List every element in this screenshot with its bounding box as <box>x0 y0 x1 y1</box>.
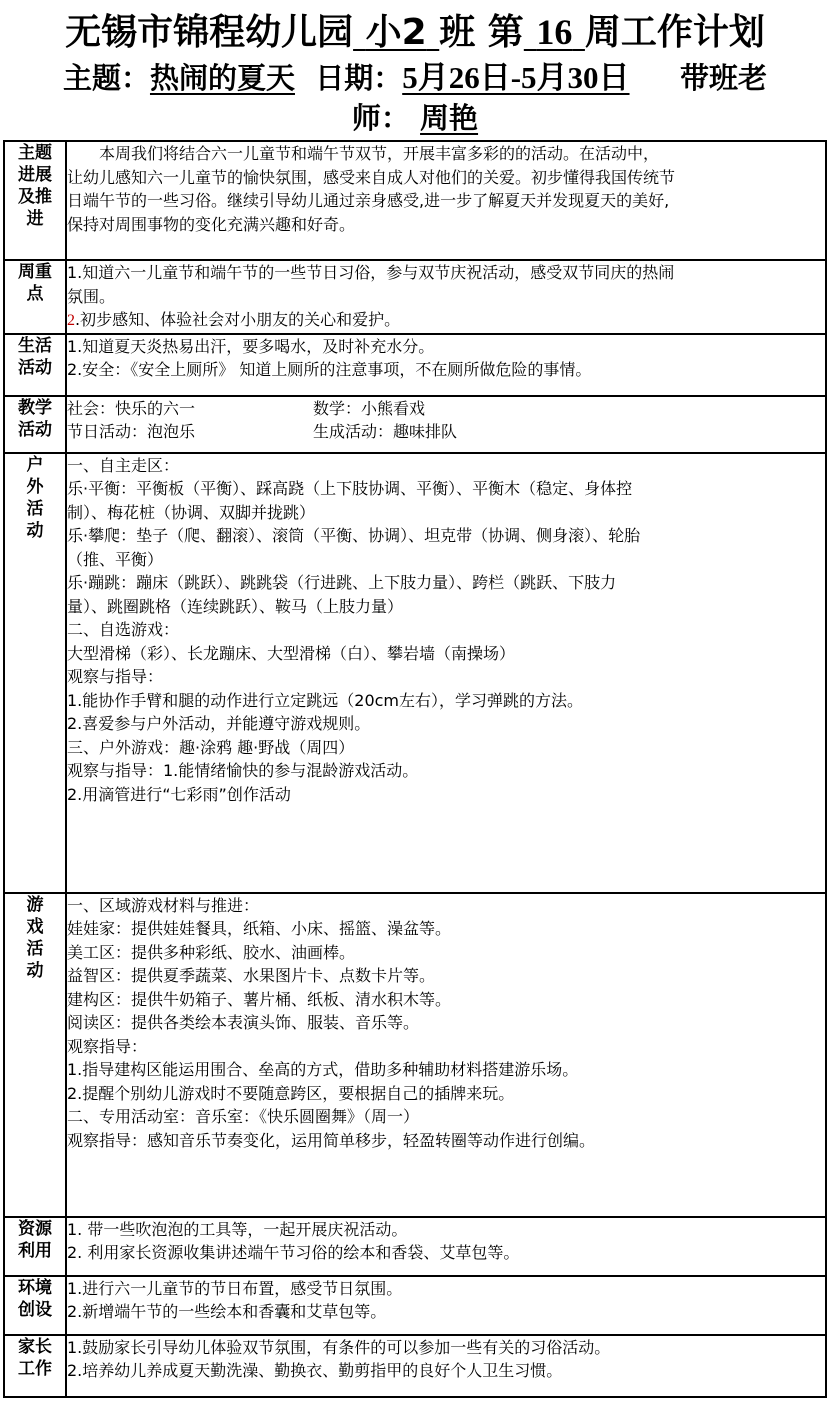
row-label: 家长 工作 <box>4 1335 66 1397</box>
row-teaching-activities <box>4 396 826 453</box>
teacher-label-part2: 师： <box>351 101 410 135</box>
subtitle-line-2 <box>0 100 830 136</box>
theme-label: 主题： <box>62 61 150 95</box>
text-line: 观察指导：感知音乐节奏变化，运用简单移步，轻盈转圈等动作进行创编。 <box>67 1130 596 1150</box>
text-line: 娃娃家：提供娃娃餐具，纸箱、小床、摇篮、澡盆等。 <box>67 919 452 938</box>
row-content <box>66 1276 826 1335</box>
text-line: 1.指导建构区能运用围合、垒高的方式，借助多种辅助材料搭建游乐场。 <box>67 1060 579 1079</box>
row-resource-use <box>4 1217 826 1276</box>
text-line: 2.培养幼儿养成夏天勤洗澡、勤换衣、勤剪指甲的良好个人卫生习惯。 <box>67 1361 563 1380</box>
week-suffix: 周工作计划 <box>584 12 765 53</box>
date-value: 5月26日-5月30日 <box>402 60 630 95</box>
class-name: 小2 <box>365 12 427 53</box>
week-number: 16 <box>536 12 573 52</box>
row-content <box>66 396 826 453</box>
text-line: 乐·蹦跳：蹦床（跳跃）、跳跳袋（行进跳、上下肢力量）、跨栏（跳跃、下肢力 <box>67 573 617 592</box>
text-line: 量）、跳圈跳格（连续跳跃）、鞍马（上肢力量） <box>67 596 404 616</box>
text-line: 2. 利用家长资源收集讲述端午节习俗的绘本和香袋、艾草包等。 <box>67 1243 520 1262</box>
row-game-activities <box>4 893 826 1217</box>
text-line: 让幼儿感知六一儿童节的愉快氛围，感受来自成人对他们的关爱。初步懂得我国传统节 <box>67 167 676 187</box>
date-label: 日期： <box>315 61 403 95</box>
row-theme-progress <box>4 141 826 260</box>
text-line: 2.喜爱参与户外活动，并能遵守游戏规则。 <box>67 714 371 733</box>
text-line: 2.用滴管进行“七彩雨”创作活动 <box>67 784 291 804</box>
class-word: 班 <box>439 12 476 53</box>
text-line: 制）、梅花桩（协调、双脚并拢跳） <box>67 502 316 522</box>
text-line: 2.初步感知、体验社会对小朋友的关心和爱护。 <box>67 310 401 329</box>
text-line: 氛围。 <box>67 286 116 306</box>
text-line: 2.新增端午节的一些绘本和香囊和艾草包等。 <box>67 1302 387 1321</box>
text-line: 美工区：提供多种彩纸、胶水、油画棒。 <box>67 942 356 962</box>
row-content <box>66 1217 826 1276</box>
text-line: 保持对周围事物的变化充满兴趣和好奇。 <box>67 214 356 234</box>
row-environment-setup <box>4 1276 826 1335</box>
text-line: 1.能协作手臂和腿的动作进行立定跳远（20cm左右），学习弹跳的方法。 <box>67 690 584 710</box>
row-week-focus <box>4 260 826 334</box>
text-line: 乐·平衡：平衡板（平衡）、踩高跷（上下肢协调、平衡）、平衡木（稳定、身体控 <box>67 479 633 498</box>
row-content <box>66 893 826 1217</box>
row-parent-work <box>4 1335 826 1397</box>
row-label: 周重 点 <box>4 260 66 334</box>
row-content <box>66 334 826 396</box>
text-line: 建构区：提供牛奶箱子、薯片桶、纸板、清水积木等。 <box>67 989 452 1009</box>
text-line: 1. 带一些吹泡泡的工具等，一起开展庆祝活动。 <box>67 1219 408 1239</box>
text-line: （推、平衡） <box>67 549 164 569</box>
text-line: 观察与指导： <box>67 667 164 686</box>
row-content <box>66 453 826 893</box>
row-label: 生活 活动 <box>4 334 66 396</box>
text-line: 二、自选游戏： <box>67 620 180 639</box>
row-content <box>66 141 826 260</box>
text-line: 日端午节的一些习俗。继续引导幼儿通过亲身感受,进一步了解夏天并发现夏天的美好, <box>67 191 670 210</box>
plan-table <box>3 140 827 1398</box>
text-line: 本周我们将结合六一儿童节和端午节双节，开展丰富多彩的的活动。在活动中， <box>99 144 660 163</box>
text-line: 乐·攀爬：垫子（爬、翻滚）、滚筒（平衡、协调）、坦克带（协调、侧身滚）、轮胎 <box>67 526 641 545</box>
text-line: 大型滑梯（彩）、长龙蹦床、大型滑梯（白）、攀岩墙（南操场） <box>67 643 516 663</box>
text-line: 1.鼓励家长引导幼儿体验双节氛围，有条件的可以参加一些有关的习俗活动。 <box>67 1337 611 1357</box>
text-line: 1.知道夏天炎热易出汗，要多喝水，及时补充水分。 <box>67 336 435 356</box>
row-label: 环境 创设 <box>4 1276 66 1335</box>
school-name: 无锡市锦程幼儿园 <box>65 12 354 53</box>
text-line: 益智区：提供夏季蔬菜、水果图片卡、点数卡片等。 <box>67 966 436 985</box>
text-line: 阅读区：提供各类绘本表演头饰、服装、音乐等。 <box>67 1013 420 1032</box>
text-line: 二、专用活动室：音乐室：《快乐圆圈舞》（周一） <box>67 1107 420 1126</box>
text-line: 观察与指导：1.能情绪愉快的参与混龄游戏活动。 <box>67 761 419 780</box>
text-line: 三、户外游戏：趣·涂鸦 趣·野战（周四） <box>67 737 355 757</box>
row-label: 主题 进展 及推 进 <box>4 141 66 260</box>
row-content <box>66 1335 826 1397</box>
text-line: 一、自主走区： <box>67 455 180 475</box>
activity-pair: 节日活动：泡泡乐 生成活动：趣味排队 <box>67 422 458 441</box>
text-line: 一、区域游戏材料与推进： <box>67 895 260 915</box>
row-label: 户 外 活 动 <box>4 453 66 893</box>
subtitle-line <box>0 60 830 96</box>
row-outdoor-activities <box>4 453 826 893</box>
plan-title <box>0 10 830 55</box>
row-content <box>66 260 826 334</box>
text-line: 1.进行六一儿童节的节日布置，感受节日氛围。 <box>67 1278 403 1298</box>
activity-pair: 社会：快乐的六一 数学：小熊看戏 <box>67 398 426 418</box>
text-line: 2.提醒个别幼儿游戏时不要随意跨区，要根据自己的插牌来玩。 <box>67 1083 515 1103</box>
text-line: 1.知道六一儿童节和端午节的一些节日习俗，参与双节庆祝活动，感受双节同庆的热闹 <box>67 263 675 282</box>
row-label: 资源 利用 <box>4 1217 66 1276</box>
teacher-name: 周艳 <box>420 101 479 135</box>
row-life-activities <box>4 334 826 396</box>
theme-value: 热闹的夏天 <box>149 61 295 95</box>
text-line: 2.安全：《安全上厕所》 知道上厕所的注意事项，不在厕所做危险的事情。 <box>67 360 592 379</box>
week-prefix: 第 <box>487 12 524 53</box>
teacher-label-part1: 带班老 <box>680 61 768 95</box>
row-label: 教学 活动 <box>4 396 66 453</box>
text-line: 观察指导： <box>67 1036 148 1056</box>
row-label: 游 戏 活 动 <box>4 893 66 1217</box>
